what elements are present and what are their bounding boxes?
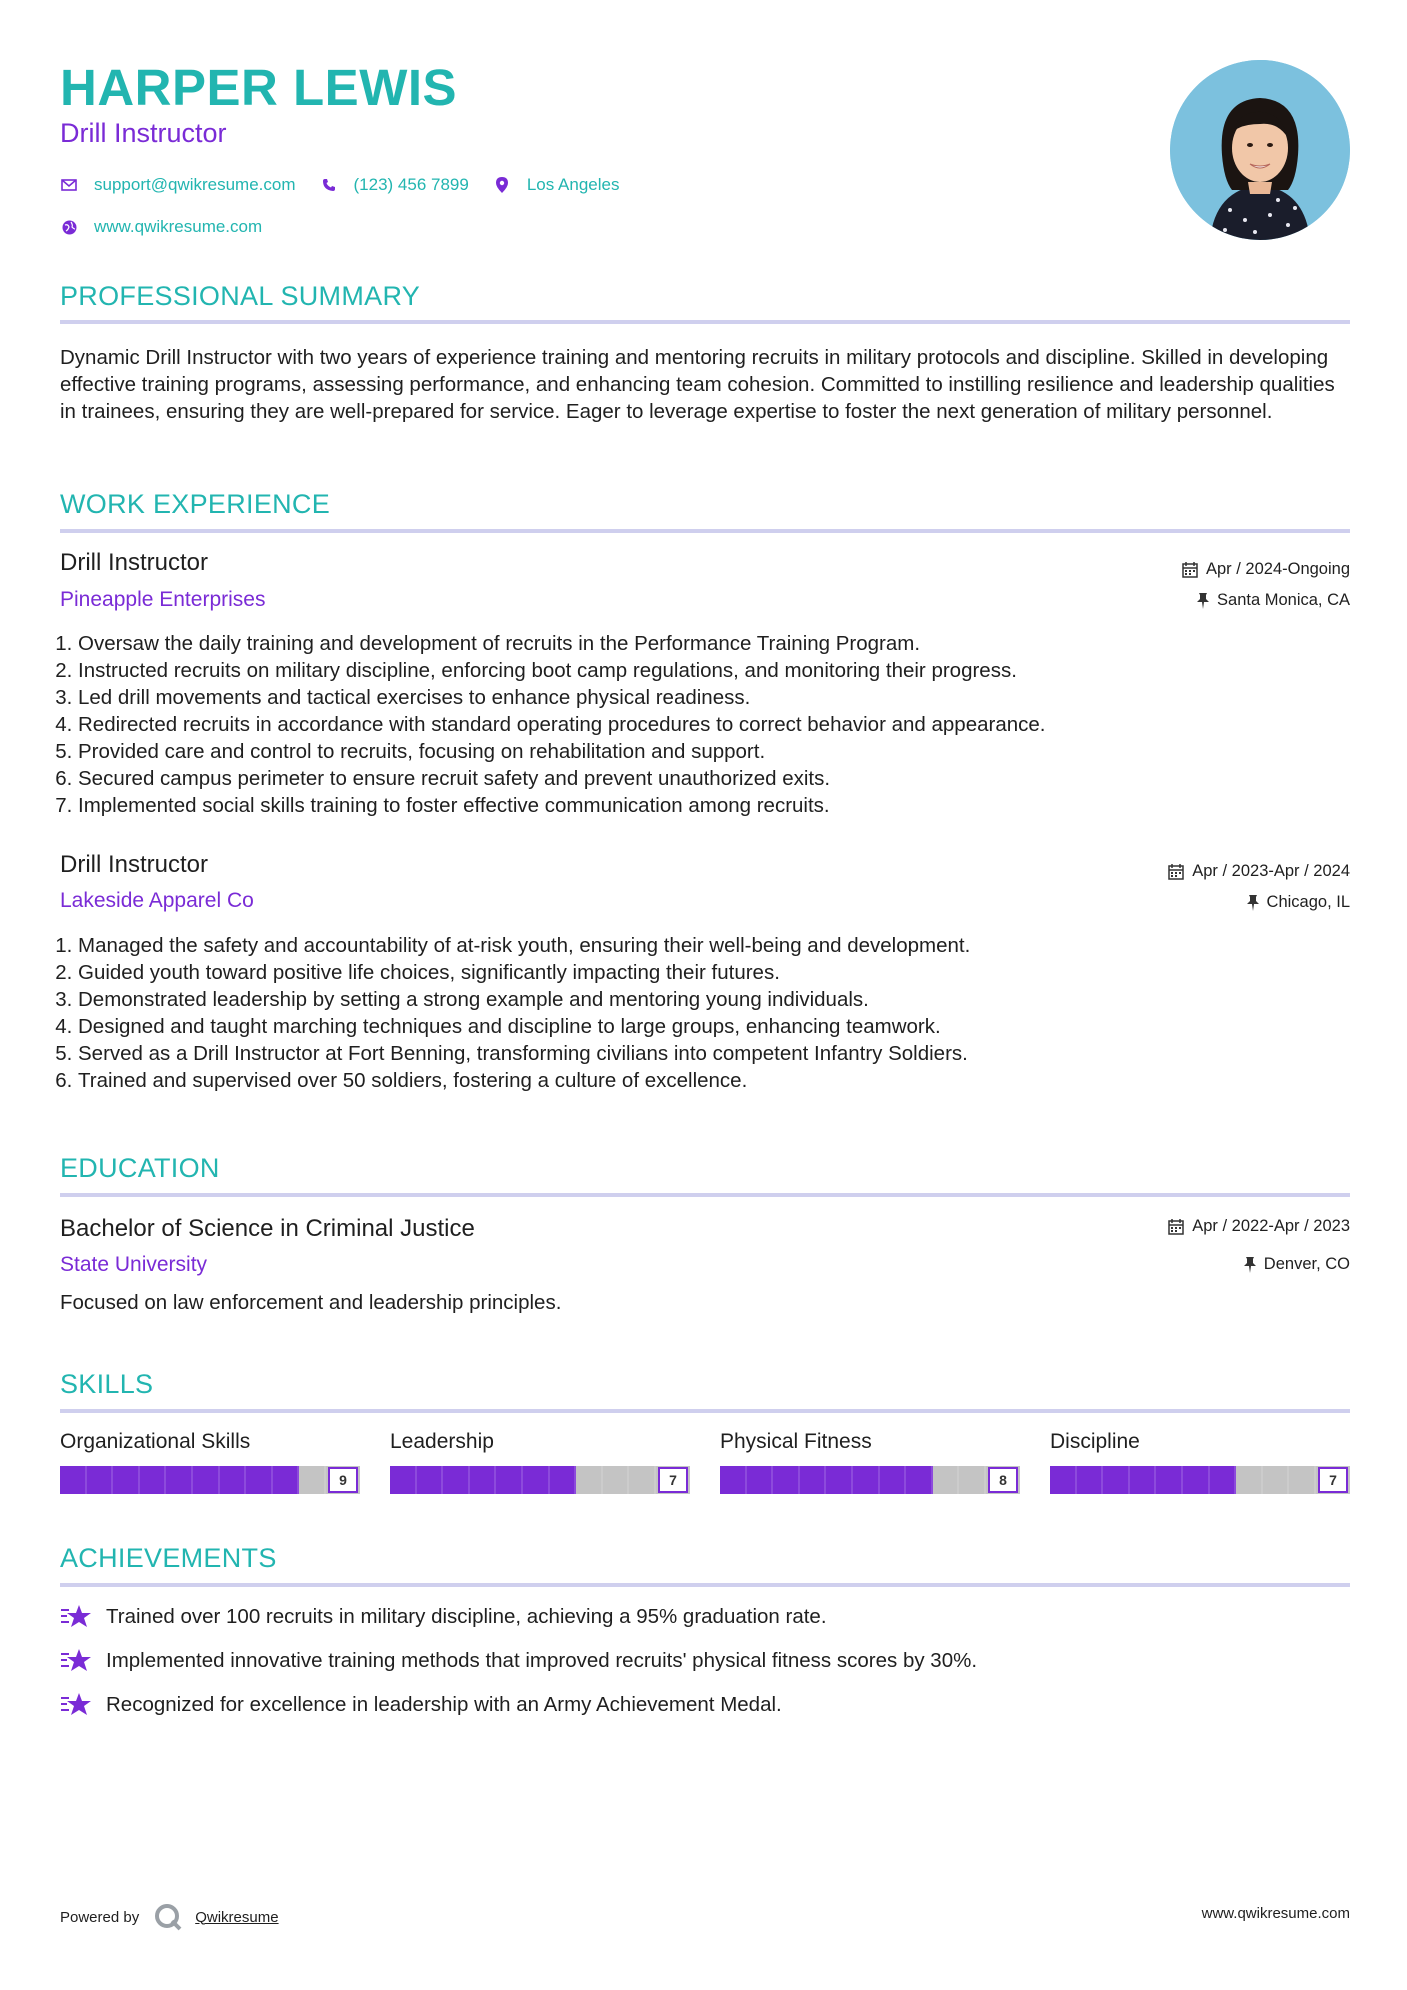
skill-level-badge: 7	[658, 1467, 688, 1493]
resume-page	[60, 0, 1350, 1990]
achievement-item	[60, 1648, 977, 1674]
skill-bar-segment	[390, 1466, 417, 1494]
summary-heading: PROFESSIONAL SUMMARY	[60, 281, 421, 311]
job-dates	[1182, 560, 1350, 579]
work-divider	[60, 529, 1350, 533]
skill-bar-segment	[60, 1466, 87, 1494]
skill-bar	[60, 1466, 360, 1494]
qwikresume-link[interactable]: Qwikresume	[195, 1908, 279, 1926]
list-item: 4. Designed and taught marching techniques and discipline to large groups, enhancing teamwork.	[78, 1013, 1348, 1040]
skill-bar-segment	[826, 1466, 853, 1494]
qwikresume-logo-icon	[153, 1902, 183, 1932]
skill-bar-segment	[629, 1466, 656, 1494]
skill-bar-segment	[1183, 1466, 1210, 1494]
skill-level-badge: 7	[1318, 1467, 1348, 1493]
skill-item	[720, 1430, 1020, 1488]
skills-heading: SKILLS	[60, 1369, 154, 1399]
list-item: 3. Demonstrated leadership by setting a strong example and mentoring young individuals.	[78, 986, 1348, 1013]
skill-bar-segment	[1130, 1466, 1157, 1494]
skill-bar-segment	[417, 1466, 444, 1494]
job-location	[1197, 591, 1350, 610]
skill-bar-segment	[550, 1466, 577, 1494]
skill-name: Physical Fitness	[720, 1430, 872, 1453]
skill-bar-segment	[470, 1466, 497, 1494]
skill-bar	[1050, 1466, 1350, 1494]
website-contact[interactable]	[60, 217, 262, 237]
skill-bar	[390, 1466, 690, 1494]
footer-branding	[60, 1902, 279, 1932]
school-name: State University	[60, 1253, 208, 1276]
list-item: 6. Trained and supervised over 50 soldiers, fostering a culture of excellence.	[78, 1067, 1348, 1094]
skill-bar-segment	[246, 1466, 273, 1494]
skill-bar-segment	[496, 1466, 523, 1494]
location-contact	[493, 175, 620, 195]
skill-bar-segment	[1156, 1466, 1183, 1494]
company-name: Lakeside Apparel Co	[60, 889, 254, 912]
skill-bar	[720, 1466, 1020, 1494]
skill-bar-segment	[906, 1466, 933, 1494]
skill-bar-segment	[1236, 1466, 1263, 1494]
skill-bar-segment	[299, 1466, 326, 1494]
calendar-icon	[1168, 1219, 1184, 1235]
map-pin-icon	[493, 176, 511, 194]
contact-row-2	[60, 217, 286, 237]
star-icon	[60, 1604, 92, 1630]
skill-level-badge: 8	[988, 1467, 1018, 1493]
list-item: 1. Managed the safety and accountability of at-risk youth, ensuring their well-being and development.	[78, 932, 1348, 959]
education-location	[1244, 1255, 1350, 1274]
skill-bar-segment	[273, 1466, 300, 1494]
phone-icon	[320, 176, 338, 194]
summary-text: Dynamic Drill Instructor with two years of experience training and mentoring recruits in military protocols and discipline. Skilled in developing effective training programs, assessing performance, and enhancing team cohesion. Committed to instilling resilience and leadership qualities in trainees, ensuring they are well-prepared for service. Eager to leverage expertise to foster the next generation of military personnel.	[60, 346, 1335, 423]
achievements-heading: ACHIEVEMENTS	[60, 1543, 277, 1573]
skill-name: Discipline	[1050, 1430, 1140, 1453]
degree-title: Bachelor of Science in Criminal Justice	[60, 1215, 475, 1242]
skill-bar-segment	[1289, 1466, 1316, 1494]
skill-bar-segment	[1210, 1466, 1237, 1494]
skill-bar-segment	[1103, 1466, 1130, 1494]
skill-bar-segment	[87, 1466, 114, 1494]
list-item: 7. Implemented social skills training to foster effective communication among recruits.	[78, 792, 1348, 819]
calendar-icon	[1168, 864, 1184, 880]
skill-item	[60, 1430, 360, 1488]
job-location-text: Santa Monica, CA	[1217, 591, 1350, 609]
skill-bar-segment	[113, 1466, 140, 1494]
skill-item	[1050, 1430, 1350, 1488]
summary-divider	[60, 320, 1350, 324]
skill-bar-segment	[933, 1466, 960, 1494]
skill-name: Organizational Skills	[60, 1430, 251, 1453]
skill-bar-segment	[576, 1466, 603, 1494]
job-dates	[1168, 862, 1350, 881]
job-title: Drill Instructor	[60, 851, 209, 878]
skill-name: Leadership	[390, 1430, 494, 1453]
list-item: 5. Served as a Drill Instructor at Fort Benning, transforming civilians into competent Infantry Soldiers.	[78, 1040, 1348, 1067]
list-item: 6. Secured campus perimeter to ensure recruit safety and prevent unauthorized exits.	[78, 765, 1348, 792]
list-item: 2. Instructed recruits on military discipline, enforcing boot camp regulations, and monitoring their progress.	[78, 657, 1348, 684]
globe-icon	[60, 218, 78, 236]
achievement-text: Trained over 100 recruits in military discipline, achieving a 95% graduation rate.	[106, 1605, 827, 1628]
list-item: 1. Oversaw the daily training and development of recruits in the Performance Training Program.	[78, 630, 1348, 657]
company-name: Pineapple Enterprises	[60, 588, 266, 611]
skill-item	[390, 1430, 690, 1488]
skill-bar-segment	[603, 1466, 630, 1494]
skill-level-badge: 9	[328, 1467, 358, 1493]
pushpin-icon	[1197, 593, 1209, 609]
skill-bar-segment	[166, 1466, 193, 1494]
education-location-text: Denver, CO	[1263, 1255, 1350, 1273]
education-divider	[60, 1193, 1350, 1197]
skill-bar-segment	[193, 1466, 220, 1494]
phone-contact[interactable]	[320, 175, 469, 195]
job-responsibilities	[60, 932, 1348, 1094]
list-item: 3. Led drill movements and tactical exercises to enhance physical readiness.	[78, 684, 1348, 711]
profile-photo	[1170, 60, 1350, 240]
envelope-icon	[60, 176, 78, 194]
skill-bar-segment	[853, 1466, 880, 1494]
skill-bar-segment	[140, 1466, 167, 1494]
achievement-text: Recognized for excellence in leadership with an Army Achievement Medal.	[106, 1693, 782, 1716]
achievement-item	[60, 1692, 782, 1718]
job-responsibilities	[60, 630, 1348, 819]
location-text: Los Angeles	[526, 175, 620, 194]
education-dates-text: Apr / 2022-Apr / 2023	[1192, 1217, 1350, 1235]
education-description: Focused on law enforcement and leadership principles.	[60, 1291, 562, 1314]
skill-bar-segment	[747, 1466, 774, 1494]
job-location	[1247, 893, 1350, 912]
achievements-divider	[60, 1583, 1350, 1587]
achievement-text: Implemented innovative training methods that improved recruits' physical fitness scores by 30%.	[106, 1649, 978, 1672]
powered-by-label: Powered by	[60, 1908, 140, 1926]
star-icon	[60, 1648, 92, 1674]
work-heading: WORK EXPERIENCE	[60, 489, 331, 519]
phone-text[interactable]: (123) 456 7899	[353, 175, 469, 194]
email-contact[interactable]	[60, 175, 296, 195]
pushpin-icon	[1247, 895, 1259, 911]
contact-row-1	[60, 175, 643, 195]
job-dates-text: Apr / 2023-Apr / 2024	[1192, 862, 1350, 880]
list-item: 2. Guided youth toward positive life choices, significantly impacting their futures.	[78, 959, 1348, 986]
skill-bar-segment	[523, 1466, 550, 1494]
job-location-text: Chicago, IL	[1266, 893, 1350, 911]
achievement-item	[60, 1604, 827, 1630]
job-dates-text: Apr / 2024-Ongoing	[1205, 560, 1350, 578]
skill-bar-segment	[1263, 1466, 1290, 1494]
skill-bar-segment	[1050, 1466, 1077, 1494]
skill-bar-segment	[800, 1466, 827, 1494]
skill-bar-segment	[959, 1466, 986, 1494]
candidate-name: HARPER LEWIS	[60, 59, 458, 116]
education-heading: EDUCATION	[60, 1153, 220, 1183]
calendar-icon	[1182, 562, 1198, 578]
education-dates	[1168, 1217, 1350, 1236]
skill-bar-segment	[720, 1466, 747, 1494]
candidate-role: Drill Instructor	[60, 118, 227, 148]
list-item: 5. Provided care and control to recruits, focusing on rehabilitation and support.	[78, 738, 1348, 765]
skill-bar-segment	[1077, 1466, 1104, 1494]
star-icon	[60, 1692, 92, 1718]
skill-bar-segment	[220, 1466, 247, 1494]
job-title: Drill Instructor	[60, 549, 209, 576]
footer-url[interactable]: www.qwikresume.com	[1201, 1905, 1350, 1922]
skills-divider	[60, 1409, 1350, 1413]
pushpin-icon	[1244, 1257, 1256, 1273]
list-item: 4. Redirected recruits in accordance with standard operating procedures to correct behavior and appearance.	[78, 711, 1348, 738]
email-text[interactable]: support@qwikresume.com	[94, 175, 296, 194]
skill-bar-segment	[880, 1466, 907, 1494]
website-text[interactable]: www.qwikresume.com	[94, 217, 263, 236]
skill-bar-segment	[773, 1466, 800, 1494]
skill-bar-segment	[443, 1466, 470, 1494]
